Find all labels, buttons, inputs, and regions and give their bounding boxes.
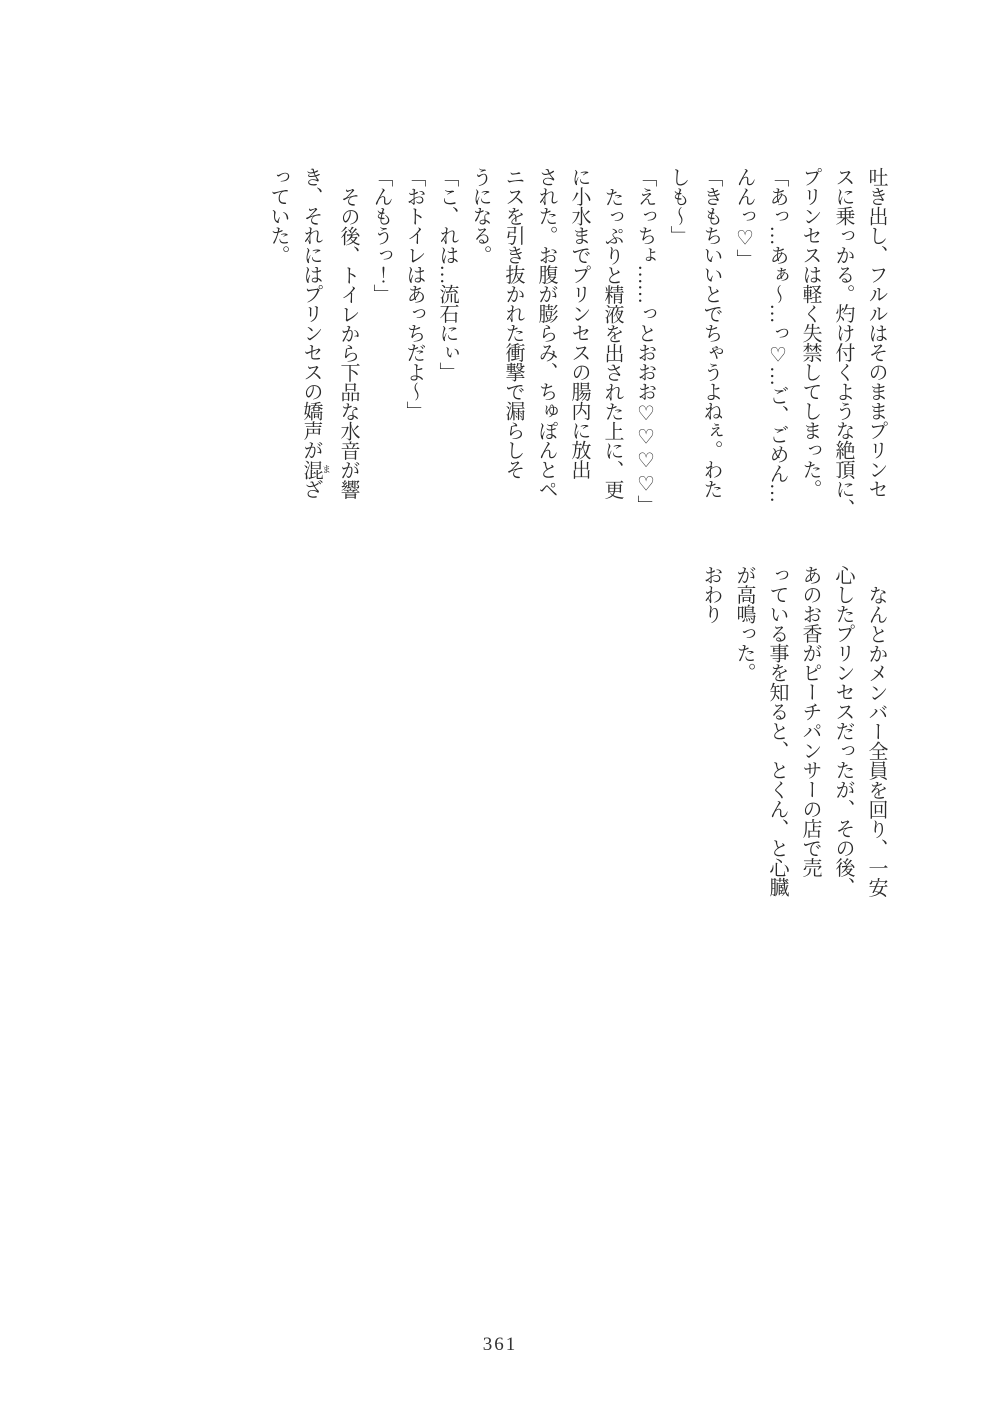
text-column: プリンセスは軽く失禁してしまった。 xyxy=(799,167,821,499)
text-column: 「あっ…あぁ～…っ♡…ご、ごめん… xyxy=(766,167,788,503)
text-column: うになる。 xyxy=(469,167,491,265)
ending-mark: おわり xyxy=(700,565,722,624)
text-column: 吐き出し、フルルはそのままプリンセ xyxy=(865,167,887,499)
ruby-base: 混 xyxy=(300,459,322,479)
text-column: 「んもうっ！」 xyxy=(370,167,392,304)
text-column: なんとかメンバー全員を回り、一安 xyxy=(865,585,887,897)
text-column: スに乗っかる。灼け付くような絶頂に、 xyxy=(832,167,854,518)
text-column: 「きもちいいとでちゃうよねぇ。わた xyxy=(700,167,722,499)
text-column: その後、トイレから下品な水音が響 xyxy=(337,187,359,499)
text-column: んんっ♡」 xyxy=(733,167,755,269)
text-column: が高鳴った。 xyxy=(733,565,755,682)
story-text-block-2 xyxy=(694,565,892,897)
text-column: 「こ、れは…流石にぃ」 xyxy=(436,167,458,382)
story-text-block-1 xyxy=(261,167,892,518)
ruby-text: ま xyxy=(321,459,331,479)
text-column: 「おトイレはあっちだよ～」 xyxy=(403,167,425,421)
text-column: 心したプリンセスだったが、その後、 xyxy=(832,565,854,897)
text-column: っている事を知ると、とくん、と心臓 xyxy=(766,565,788,897)
text-column: ニスを引き抜かれた衝撃で漏らしそ xyxy=(502,167,524,479)
text-column: しも～」 xyxy=(667,167,689,245)
text-segment: き、それにはプリンセスの嬌声が xyxy=(300,167,322,460)
text-column: あのお香がピーチパンサーの店で売 xyxy=(799,565,821,877)
text-segment: ざ xyxy=(300,479,322,499)
text-column: っていた。 xyxy=(267,167,289,265)
furigana-annotation xyxy=(300,459,331,480)
text-column: たっぷりと精液を出された上に、更 xyxy=(601,187,623,499)
text-column: に小水までプリンセスの腸内に放出 xyxy=(568,167,590,479)
page-number: 361 xyxy=(482,1334,518,1355)
text-column: された。お腹が膨らみ、ちゅぽんとペ xyxy=(535,167,557,499)
text-column: 「えっちょ……っとおおお♡♡♡♡」 xyxy=(634,167,656,515)
text-column-with-furigana xyxy=(294,167,331,518)
